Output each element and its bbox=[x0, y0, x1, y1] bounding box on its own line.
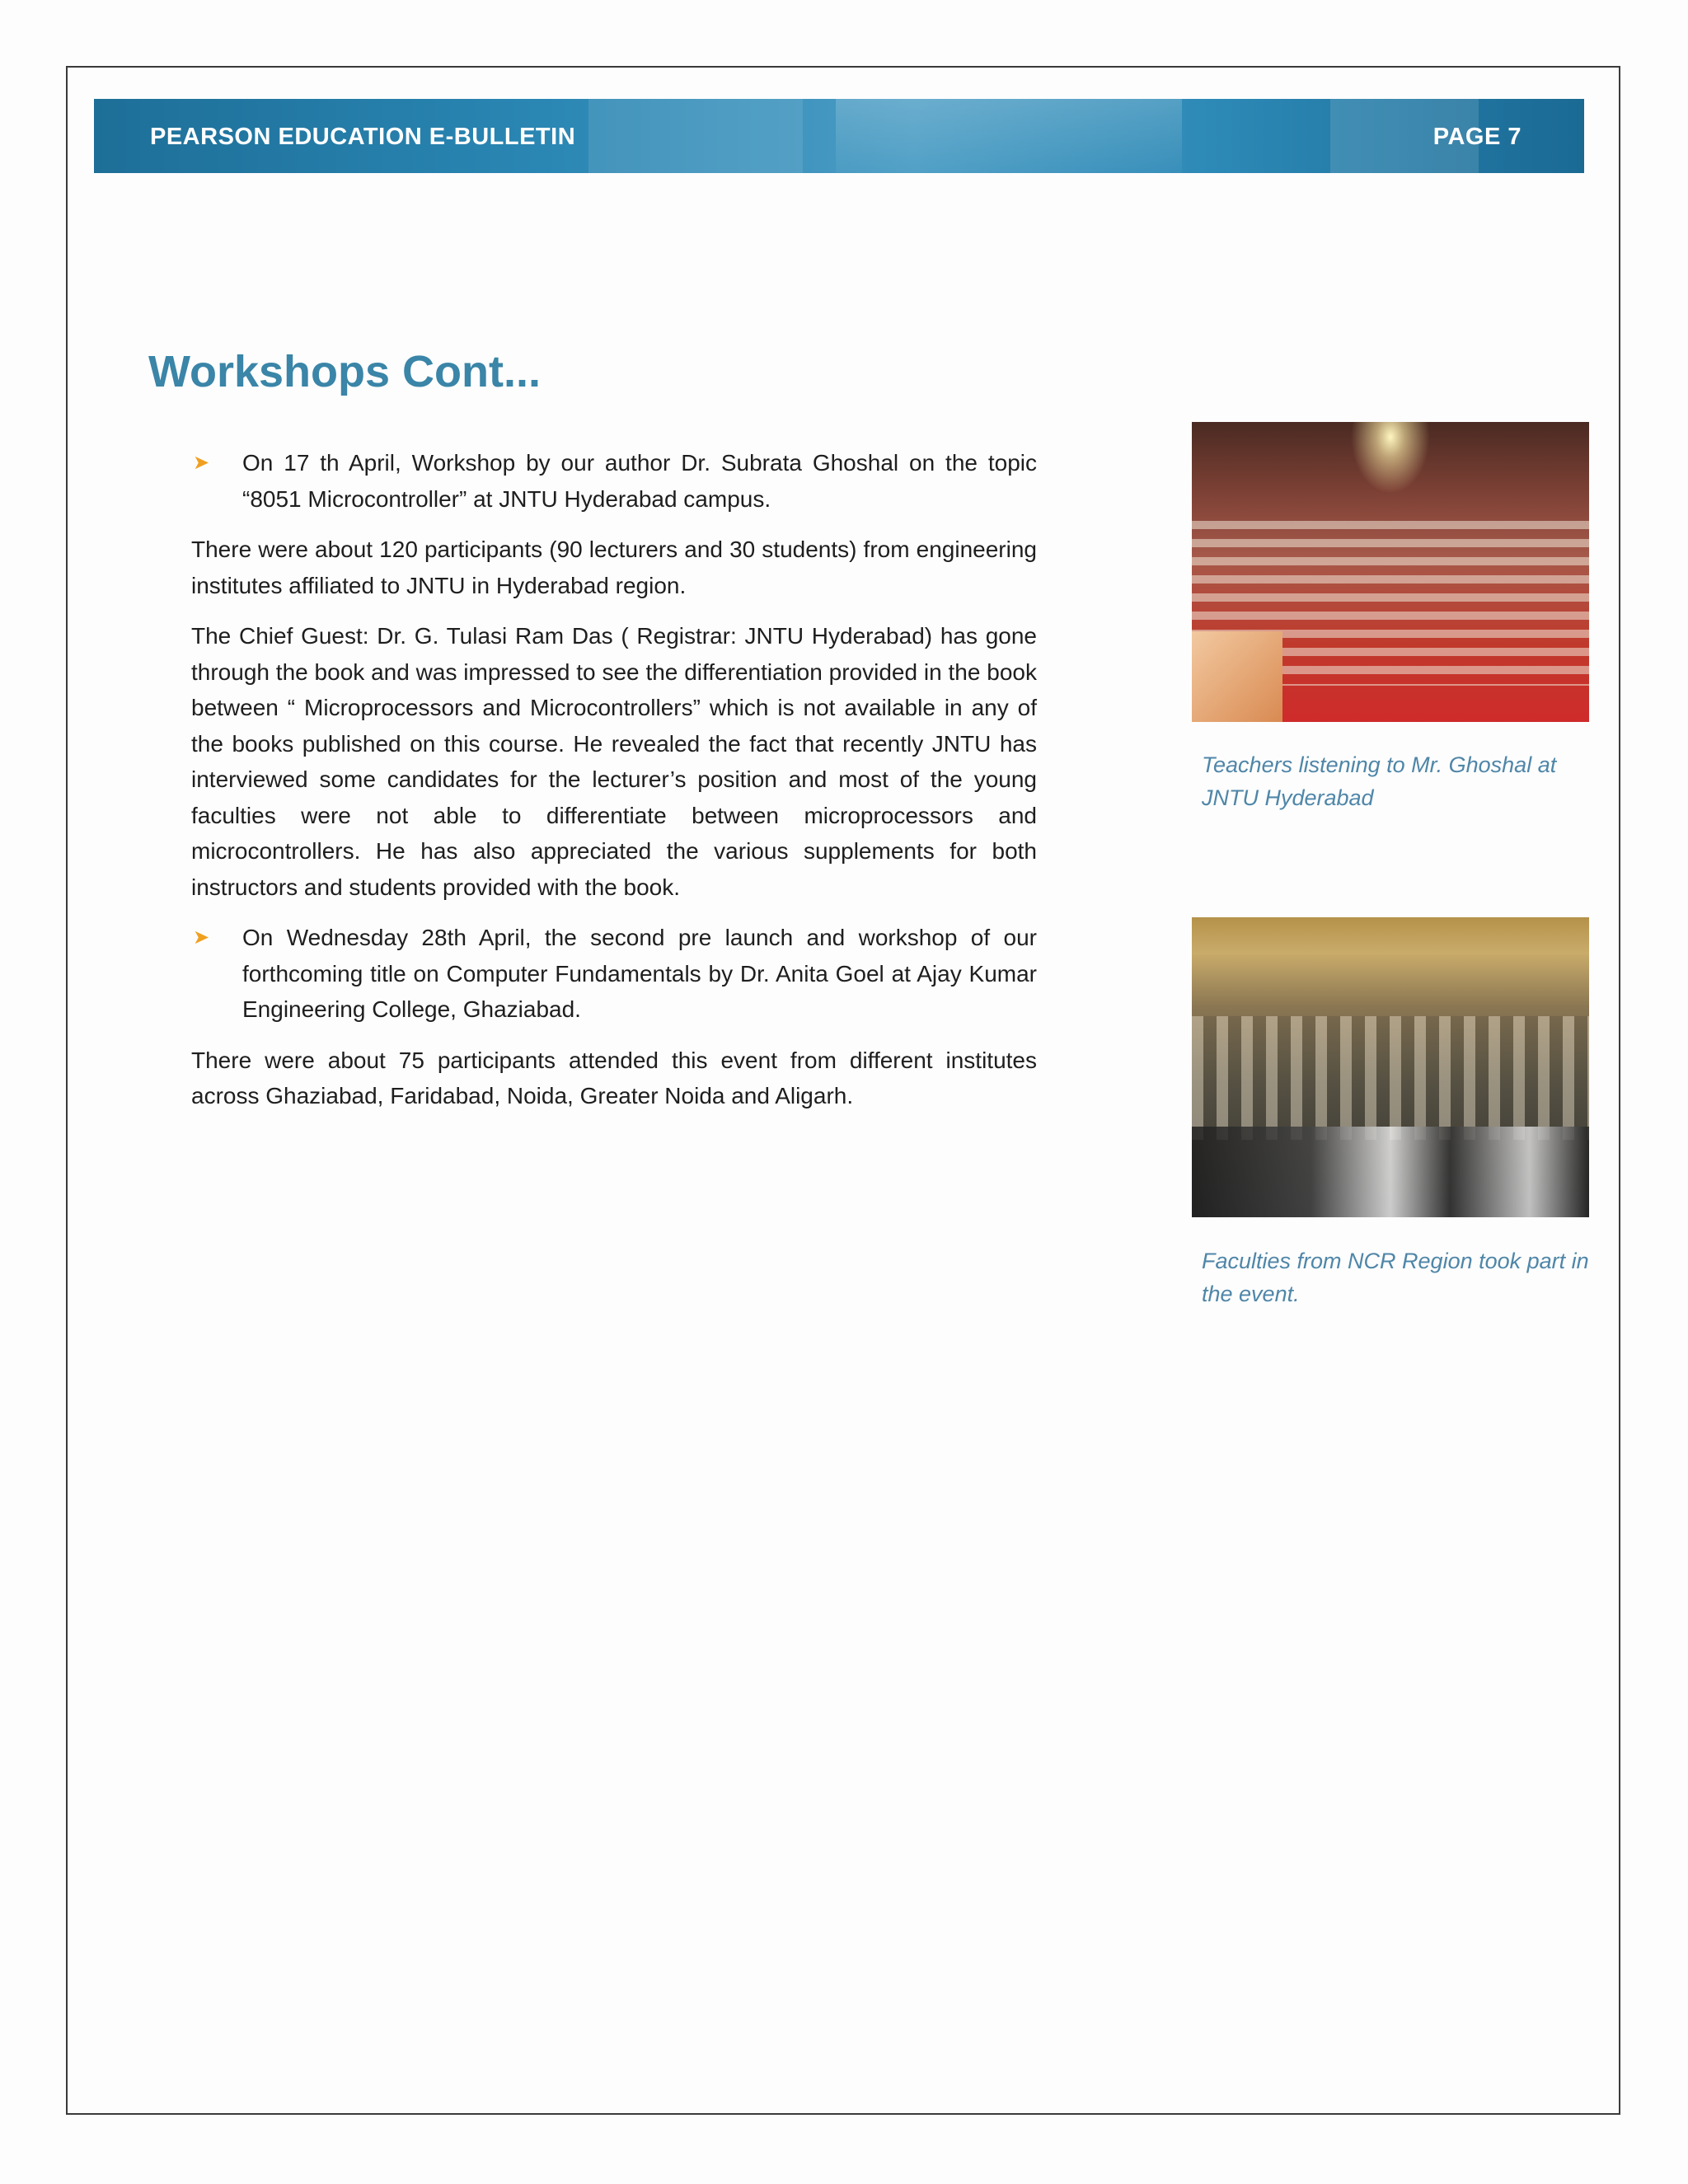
header-banner bbox=[94, 99, 1584, 173]
photo-jntu-audience bbox=[1192, 422, 1589, 722]
page-number: PAGE 7 bbox=[1432, 124, 1522, 150]
list-item bbox=[191, 920, 1037, 1028]
photo-caption: Faculties from NCR Region took part in the event. bbox=[1202, 1249, 1589, 1306]
article-body bbox=[191, 445, 1037, 1129]
bulletin-title: PEARSON EDUCATION E-BULLETIN bbox=[150, 124, 576, 150]
arrow-bullet-icon: ➤ bbox=[193, 452, 210, 474]
bullet-text: On 17 th April, Workshop by our author Dr. Subrata Ghoshal on the topic “8051 Microcontroller” at JNTU Hyderabad campus. bbox=[242, 450, 1037, 512]
paragraph: There were about 120 participants (90 lecturers and 30 students) from engineering institutes affiliated to JNTU in Hyderabad region. bbox=[191, 537, 1037, 598]
paragraph: The Chief Guest: Dr. G. Tulasi Ram Das ( Registrar: JNTU Hyderabad) has gone through the book and was impressed to see the differentiation provided in the book between “ Microprocessors and Microcontrollers” which is not available in any of the books published on this course. He revealed the fact that recently JNTU has interviewed some candidates for the lecturer’s position and most of the young faculties were not able to differentiate between microprocessors and microcontrollers. He has also appreciated the various supplements for both instructors and students provided with the book. bbox=[191, 623, 1037, 900]
bullet-text: On Wednesday 28th April, the second pre launch and workshop of our forthcoming title on Computer Fundamentals by Dr. Anita Goel at Ajay Kumar Engineering College, Ghaziabad. bbox=[242, 925, 1037, 1022]
list-item bbox=[191, 445, 1037, 517]
photo-caption: Teachers listening to Mr. Ghoshal at JNTU Hyderabad bbox=[1202, 752, 1557, 810]
photo-ncr-audience bbox=[1192, 917, 1589, 1217]
section-title: Workshops Cont... bbox=[148, 347, 542, 396]
arrow-bullet-icon: ➤ bbox=[193, 926, 210, 949]
paragraph: There were about 75 participants attended this event from different institutes across Ghaziabad, Faridabad, Noida, Greater Noida and Aligarh. bbox=[191, 1047, 1037, 1108]
